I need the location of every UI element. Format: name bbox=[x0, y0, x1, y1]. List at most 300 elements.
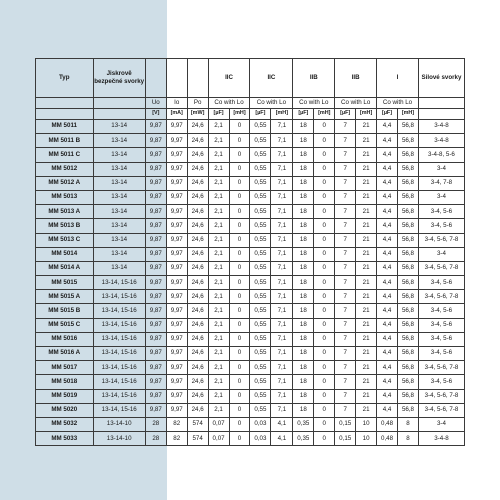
cell-silove: 3-4-8, 5-6 bbox=[418, 148, 464, 162]
cell-value: 4,4 bbox=[377, 389, 398, 403]
cell-typ: MM 5011 B bbox=[36, 134, 94, 148]
cell-value: 9,97 bbox=[166, 403, 187, 417]
cell-value: 7 bbox=[335, 318, 356, 332]
cell-value: 21 bbox=[356, 304, 377, 318]
cell-value: 7 bbox=[335, 361, 356, 375]
cell-value: 56,8 bbox=[398, 375, 419, 389]
cell-jiskrove: 13-14 bbox=[93, 219, 145, 233]
cell-jiskrove: 13-14 bbox=[93, 176, 145, 190]
cell-value: 24,6 bbox=[187, 120, 208, 134]
cell-value: 21 bbox=[356, 403, 377, 417]
cell-value: 18 bbox=[293, 332, 314, 346]
cell-value: 0 bbox=[314, 389, 335, 403]
cell-jiskrove: 13-14 bbox=[93, 247, 145, 261]
cell-value: 7,1 bbox=[271, 304, 293, 318]
cell-value: 21 bbox=[356, 247, 377, 261]
cell-value: 0,03 bbox=[250, 432, 271, 446]
cell-value: 0,55 bbox=[250, 233, 271, 247]
cell-silove: 3-4 bbox=[418, 190, 464, 204]
spec-table bbox=[35, 58, 465, 446]
cell-value: 7,1 bbox=[271, 205, 293, 219]
cell-value: 56,8 bbox=[398, 318, 419, 332]
cell-value: 0 bbox=[229, 134, 250, 148]
header-blank bbox=[145, 59, 166, 98]
cell-value: 56,8 bbox=[398, 134, 419, 148]
cell-value: 0 bbox=[229, 148, 250, 162]
cell-value: 24,6 bbox=[187, 375, 208, 389]
cell-value: 4,4 bbox=[377, 318, 398, 332]
cell-typ: MM 5018 bbox=[36, 375, 94, 389]
header-row-groups bbox=[36, 59, 465, 98]
cell-value: 9,97 bbox=[166, 134, 187, 148]
cell-typ: MM 5015 A bbox=[36, 290, 94, 304]
cell-value: 0,55 bbox=[250, 148, 271, 162]
cell-typ: MM 5012 A bbox=[36, 176, 94, 190]
cell-value: 9,97 bbox=[166, 205, 187, 219]
table-row bbox=[36, 403, 465, 417]
cell-value: 0,55 bbox=[250, 332, 271, 346]
cell-value: 24,6 bbox=[187, 176, 208, 190]
cell-value: 56,8 bbox=[398, 190, 419, 204]
cell-value: 8 bbox=[398, 417, 419, 431]
cell-value: 0 bbox=[229, 219, 250, 233]
cell-value: 7,1 bbox=[271, 148, 293, 162]
cell-value: 9,87 bbox=[145, 247, 166, 261]
cell-value: 24,6 bbox=[187, 247, 208, 261]
cell-value: 18 bbox=[293, 389, 314, 403]
unit-cell: [µF] bbox=[335, 109, 356, 120]
cell-value: 56,8 bbox=[398, 332, 419, 346]
cell-value: 18 bbox=[293, 134, 314, 148]
header-co-lo: Co with Lo bbox=[293, 98, 335, 109]
cell-value: 0 bbox=[314, 261, 335, 275]
cell-value: 0 bbox=[314, 290, 335, 304]
cell-value: 0 bbox=[229, 176, 250, 190]
cell-value: 7,1 bbox=[271, 134, 293, 148]
cell-value: 0,35 bbox=[293, 417, 314, 431]
unit-cell: [mH] bbox=[314, 109, 335, 120]
cell-value: 9,87 bbox=[145, 276, 166, 290]
table-row bbox=[36, 261, 465, 275]
cell-value: 0,55 bbox=[250, 318, 271, 332]
cell-value: 0,55 bbox=[250, 361, 271, 375]
cell-value: 0 bbox=[229, 403, 250, 417]
cell-value: 4,4 bbox=[377, 233, 398, 247]
cell-value: 56,8 bbox=[398, 176, 419, 190]
cell-value: 9,97 bbox=[166, 219, 187, 233]
cell-value: 7,1 bbox=[271, 176, 293, 190]
cell-value: 24,6 bbox=[187, 318, 208, 332]
cell-value: 7,1 bbox=[271, 290, 293, 304]
cell-value: 4,4 bbox=[377, 190, 398, 204]
cell-silove: 3-4, 5-6 bbox=[418, 347, 464, 361]
cell-value: 2,1 bbox=[208, 261, 229, 275]
cell-value: 21 bbox=[356, 375, 377, 389]
cell-typ: MM 5015 B bbox=[36, 304, 94, 318]
cell-value: 7 bbox=[335, 375, 356, 389]
cell-value: 9,87 bbox=[145, 403, 166, 417]
cell-jiskrove: 13-14 bbox=[93, 134, 145, 148]
cell-value: 0 bbox=[314, 432, 335, 446]
cell-value: 24,6 bbox=[187, 347, 208, 361]
cell-typ: MM 5013 A bbox=[36, 205, 94, 219]
table-row bbox=[36, 389, 465, 403]
cell-value: 9,87 bbox=[145, 120, 166, 134]
cell-value: 9,87 bbox=[145, 134, 166, 148]
cell-value: 4,1 bbox=[271, 432, 293, 446]
cell-value: 0,55 bbox=[250, 120, 271, 134]
cell-value: 9,87 bbox=[145, 148, 166, 162]
cell-value: 7,1 bbox=[271, 389, 293, 403]
cell-value: 21 bbox=[356, 261, 377, 275]
cell-value: 18 bbox=[293, 205, 314, 219]
cell-value: 56,8 bbox=[398, 304, 419, 318]
cell-value: 24,6 bbox=[187, 361, 208, 375]
cell-value: 0 bbox=[314, 205, 335, 219]
cell-value: 9,97 bbox=[166, 162, 187, 176]
cell-value: 21 bbox=[356, 332, 377, 346]
cell-value: 18 bbox=[293, 347, 314, 361]
cell-value: 18 bbox=[293, 247, 314, 261]
cell-value: 24,6 bbox=[187, 389, 208, 403]
cell-value: 9,87 bbox=[145, 162, 166, 176]
cell-jiskrove: 13-14 bbox=[93, 205, 145, 219]
cell-silove: 3-4, 5-6 bbox=[418, 332, 464, 346]
cell-value: 0,55 bbox=[250, 219, 271, 233]
cell-value: 18 bbox=[293, 162, 314, 176]
table-row bbox=[36, 176, 465, 190]
table-row bbox=[36, 276, 465, 290]
cell-value: 21 bbox=[356, 347, 377, 361]
table-row bbox=[36, 148, 465, 162]
cell-value: 4,4 bbox=[377, 347, 398, 361]
cell-value: 0,55 bbox=[250, 190, 271, 204]
unit-cell: [µF] bbox=[293, 109, 314, 120]
cell-value: 0,48 bbox=[377, 432, 398, 446]
cell-value: 24,6 bbox=[187, 134, 208, 148]
cell-value: 2,1 bbox=[208, 247, 229, 261]
cell-value: 7 bbox=[335, 403, 356, 417]
cell-value: 4,4 bbox=[377, 361, 398, 375]
cell-value: 0 bbox=[314, 318, 335, 332]
cell-typ: MM 5013 bbox=[36, 190, 94, 204]
cell-value: 82 bbox=[166, 417, 187, 431]
cell-value: 2,1 bbox=[208, 276, 229, 290]
cell-value: 9,87 bbox=[145, 389, 166, 403]
cell-value: 7,1 bbox=[271, 361, 293, 375]
table-body bbox=[36, 120, 465, 446]
cell-value: 18 bbox=[293, 361, 314, 375]
cell-value: 2,1 bbox=[208, 120, 229, 134]
cell-value: 9,87 bbox=[145, 304, 166, 318]
cell-silove: 3-4, 5-6, 7-8 bbox=[418, 290, 464, 304]
cell-value: 0 bbox=[229, 276, 250, 290]
table-row bbox=[36, 417, 465, 431]
header-group-iib-2: IIB bbox=[335, 59, 377, 98]
cell-value: 2,1 bbox=[208, 162, 229, 176]
cell-value: 56,8 bbox=[398, 162, 419, 176]
cell-value: 7,1 bbox=[271, 403, 293, 417]
cell-value: 9,87 bbox=[145, 361, 166, 375]
cell-value: 0 bbox=[229, 347, 250, 361]
cell-value: 7 bbox=[335, 247, 356, 261]
cell-value: 0,55 bbox=[250, 276, 271, 290]
unit-cell: [mH] bbox=[398, 109, 419, 120]
cell-value: 4,4 bbox=[377, 219, 398, 233]
header-group-iic-1: IIC bbox=[208, 59, 250, 98]
cell-value: 0 bbox=[229, 205, 250, 219]
cell-value: 21 bbox=[356, 318, 377, 332]
cell-value: 28 bbox=[145, 417, 166, 431]
cell-value: 0,55 bbox=[250, 389, 271, 403]
cell-silove: 3-4, 5-6, 7-8 bbox=[418, 233, 464, 247]
cell-value: 21 bbox=[356, 120, 377, 134]
cell-value: 2,1 bbox=[208, 290, 229, 304]
cell-value: 0 bbox=[314, 134, 335, 148]
cell-value: 7 bbox=[335, 290, 356, 304]
cell-silove: 3-4 bbox=[418, 417, 464, 431]
cell-value: 0 bbox=[314, 304, 335, 318]
cell-jiskrove: 13-14 bbox=[93, 148, 145, 162]
cell-value: 18 bbox=[293, 276, 314, 290]
cell-typ: MM 5013 C bbox=[36, 233, 94, 247]
cell-value: 0 bbox=[314, 276, 335, 290]
cell-value: 9,97 bbox=[166, 361, 187, 375]
cell-value: 574 bbox=[187, 432, 208, 446]
cell-value: 4,1 bbox=[271, 417, 293, 431]
cell-value: 7 bbox=[335, 304, 356, 318]
cell-value: 24,6 bbox=[187, 332, 208, 346]
cell-typ: MM 5033 bbox=[36, 432, 94, 446]
unit-cell: [V] bbox=[145, 109, 166, 120]
cell-typ: MM 5015 C bbox=[36, 318, 94, 332]
cell-value: 10 bbox=[356, 432, 377, 446]
cell-silove: 3-4, 5-6 bbox=[418, 318, 464, 332]
table-row bbox=[36, 318, 465, 332]
cell-value: 0 bbox=[229, 233, 250, 247]
cell-value: 21 bbox=[356, 148, 377, 162]
cell-value: 2,1 bbox=[208, 148, 229, 162]
cell-typ: MM 5011 C bbox=[36, 148, 94, 162]
cell-value: 7 bbox=[335, 176, 356, 190]
header-co-lo: Co with Lo bbox=[250, 98, 293, 109]
cell-value: 7,1 bbox=[271, 120, 293, 134]
cell-value: 7 bbox=[335, 389, 356, 403]
cell-silove: 3-4, 5-6 bbox=[418, 276, 464, 290]
cell-value: 7 bbox=[335, 276, 356, 290]
cell-value: 0 bbox=[229, 120, 250, 134]
unit-cell: [µF] bbox=[250, 109, 271, 120]
cell-jiskrove: 13-14, 15-16 bbox=[93, 318, 145, 332]
cell-value: 21 bbox=[356, 389, 377, 403]
cell-value: 0,35 bbox=[293, 432, 314, 446]
cell-value: 4,4 bbox=[377, 403, 398, 417]
cell-value: 56,8 bbox=[398, 120, 419, 134]
cell-value: 4,4 bbox=[377, 120, 398, 134]
cell-typ: MM 5016 bbox=[36, 332, 94, 346]
cell-value: 0 bbox=[229, 162, 250, 176]
cell-value: 4,4 bbox=[377, 162, 398, 176]
cell-typ: MM 5019 bbox=[36, 389, 94, 403]
cell-jiskrove: 13-14 bbox=[93, 233, 145, 247]
cell-value: 56,8 bbox=[398, 389, 419, 403]
table-row bbox=[36, 162, 465, 176]
table-row bbox=[36, 120, 465, 134]
cell-value: 0 bbox=[314, 233, 335, 247]
cell-value: 7 bbox=[335, 261, 356, 275]
cell-value: 7 bbox=[335, 148, 356, 162]
cell-value: 0,55 bbox=[250, 176, 271, 190]
cell-value: 0 bbox=[229, 261, 250, 275]
header-co-lo: Co with Lo bbox=[335, 98, 377, 109]
cell-typ: MM 5011 bbox=[36, 120, 94, 134]
cell-value: 18 bbox=[293, 148, 314, 162]
cell-value: 9,97 bbox=[166, 261, 187, 275]
cell-value: 18 bbox=[293, 261, 314, 275]
cell-value: 18 bbox=[293, 375, 314, 389]
cell-value: 9,97 bbox=[166, 290, 187, 304]
cell-value: 2,1 bbox=[208, 403, 229, 417]
unit-cell: [µF] bbox=[377, 109, 398, 120]
cell-value: 9,87 bbox=[145, 190, 166, 204]
header-group-iib-1: IIB bbox=[293, 59, 335, 98]
cell-value: 7 bbox=[335, 347, 356, 361]
cell-value: 0 bbox=[229, 417, 250, 431]
table-row bbox=[36, 247, 465, 261]
cell-silove: 3-4 bbox=[418, 247, 464, 261]
cell-jiskrove: 13-14, 15-16 bbox=[93, 347, 145, 361]
cell-value: 9,87 bbox=[145, 318, 166, 332]
table-row bbox=[36, 332, 465, 346]
cell-value: 9,97 bbox=[166, 304, 187, 318]
cell-value: 18 bbox=[293, 318, 314, 332]
cell-value: 21 bbox=[356, 290, 377, 304]
cell-value: 2,1 bbox=[208, 332, 229, 346]
cell-value: 7 bbox=[335, 162, 356, 176]
cell-value: 82 bbox=[166, 432, 187, 446]
cell-value: 9,87 bbox=[145, 205, 166, 219]
cell-value: 56,8 bbox=[398, 276, 419, 290]
cell-value: 24,6 bbox=[187, 403, 208, 417]
cell-typ: MM 5016 A bbox=[36, 347, 94, 361]
cell-value: 0,55 bbox=[250, 347, 271, 361]
cell-value: 9,97 bbox=[166, 120, 187, 134]
cell-value: 0 bbox=[229, 375, 250, 389]
cell-silove: 3-4, 7-8 bbox=[418, 176, 464, 190]
cell-value: 7 bbox=[335, 190, 356, 204]
cell-value: 0 bbox=[314, 403, 335, 417]
cell-silove: 3-4, 5-6, 7-8 bbox=[418, 261, 464, 275]
cell-value: 7 bbox=[335, 332, 356, 346]
cell-value: 4,4 bbox=[377, 375, 398, 389]
cell-value: 0 bbox=[229, 389, 250, 403]
cell-value: 0 bbox=[314, 417, 335, 431]
cell-value: 4,4 bbox=[377, 290, 398, 304]
unit-cell: [mH] bbox=[356, 109, 377, 120]
cell-jiskrove: 13-14, 15-16 bbox=[93, 332, 145, 346]
cell-value: 7 bbox=[335, 120, 356, 134]
cell-silove: 3-4, 5-6 bbox=[418, 304, 464, 318]
cell-value: 2,1 bbox=[208, 134, 229, 148]
cell-value: 0,55 bbox=[250, 134, 271, 148]
cell-value: 0 bbox=[314, 247, 335, 261]
header-blank bbox=[187, 59, 208, 98]
cell-value: 7,1 bbox=[271, 276, 293, 290]
header-blank bbox=[36, 98, 94, 109]
cell-value: 24,6 bbox=[187, 276, 208, 290]
cell-value: 7 bbox=[335, 233, 356, 247]
cell-value: 18 bbox=[293, 219, 314, 233]
cell-typ: MM 5013 B bbox=[36, 219, 94, 233]
header-co-lo: Co with Lo bbox=[377, 98, 419, 109]
cell-typ: MM 5017 bbox=[36, 361, 94, 375]
header-po: Po bbox=[187, 98, 208, 109]
table-row bbox=[36, 432, 465, 446]
cell-value: 10 bbox=[356, 417, 377, 431]
cell-value: 0 bbox=[314, 190, 335, 204]
cell-jiskrove: 13-14-10 bbox=[93, 417, 145, 431]
cell-jiskrove: 13-14 bbox=[93, 120, 145, 134]
cell-value: 9,97 bbox=[166, 347, 187, 361]
cell-value: 0 bbox=[314, 361, 335, 375]
cell-value: 9,87 bbox=[145, 332, 166, 346]
cell-value: 9,87 bbox=[145, 290, 166, 304]
cell-value: 4,4 bbox=[377, 176, 398, 190]
cell-value: 9,97 bbox=[166, 190, 187, 204]
cell-value: 0,07 bbox=[208, 417, 229, 431]
cell-value: 21 bbox=[356, 134, 377, 148]
cell-value: 0 bbox=[229, 290, 250, 304]
cell-silove: 3-4-8 bbox=[418, 120, 464, 134]
cell-value: 9,87 bbox=[145, 375, 166, 389]
cell-value: 4,4 bbox=[377, 205, 398, 219]
cell-value: 0,07 bbox=[208, 432, 229, 446]
cell-value: 0 bbox=[229, 318, 250, 332]
cell-value: 24,6 bbox=[187, 162, 208, 176]
header-blank bbox=[93, 98, 145, 109]
cell-value: 2,1 bbox=[208, 205, 229, 219]
cell-value: 0,48 bbox=[377, 417, 398, 431]
cell-value: 24,6 bbox=[187, 205, 208, 219]
table-row bbox=[36, 375, 465, 389]
table-row bbox=[36, 361, 465, 375]
unit-cell: [mW] bbox=[187, 109, 208, 120]
cell-value: 0 bbox=[314, 162, 335, 176]
cell-value: 9,97 bbox=[166, 148, 187, 162]
cell-value: 21 bbox=[356, 219, 377, 233]
table-row bbox=[36, 219, 465, 233]
cell-value: 56,8 bbox=[398, 361, 419, 375]
cell-value: 18 bbox=[293, 304, 314, 318]
header-blank bbox=[418, 109, 464, 120]
cell-value: 24,6 bbox=[187, 304, 208, 318]
cell-value: 8 bbox=[398, 432, 419, 446]
cell-typ: MM 5014 bbox=[36, 247, 94, 261]
cell-value: 0 bbox=[314, 148, 335, 162]
cell-value: 9,87 bbox=[145, 233, 166, 247]
unit-cell: [mA] bbox=[166, 109, 187, 120]
cell-value: 24,6 bbox=[187, 190, 208, 204]
cell-value: 4,4 bbox=[377, 332, 398, 346]
cell-jiskrove: 13-14, 15-16 bbox=[93, 361, 145, 375]
cell-silove: 3-4, 5-6, 7-8 bbox=[418, 403, 464, 417]
cell-value: 2,1 bbox=[208, 347, 229, 361]
cell-value: 56,8 bbox=[398, 219, 419, 233]
table-row bbox=[36, 304, 465, 318]
header-jiskrove: Jiskrově bezpečné svorky bbox=[93, 59, 145, 98]
table-row bbox=[36, 290, 465, 304]
cell-typ: MM 5014 A bbox=[36, 261, 94, 275]
